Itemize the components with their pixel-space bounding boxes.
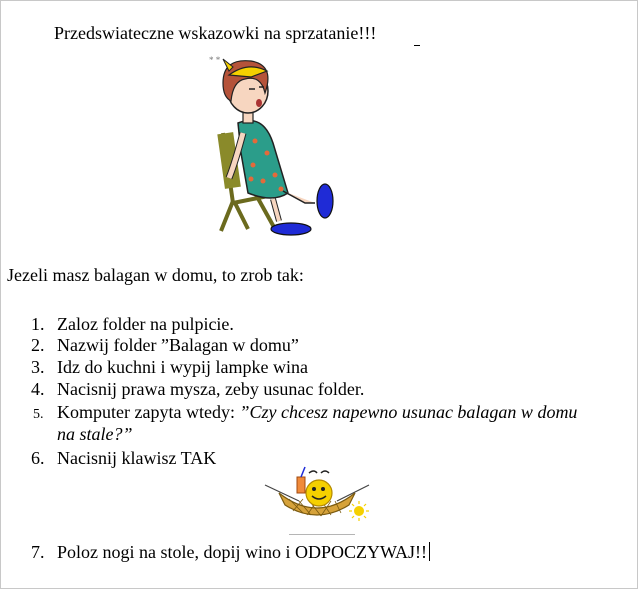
list-text-lead: Komputer zapyta wtedy: [57,402,240,422]
text-cursor [429,542,430,561]
list-text: Idz do kuchni i wypij lampke wina [57,357,308,377]
list-number: 2. [31,335,45,355]
list-text [57,542,430,563]
svg-text:* *: * * [209,55,221,65]
list-text: Nacisnij prawa mysza, zeby usunac folder. [57,379,365,399]
list-number: 6. [31,448,45,468]
list-text: Zaloz folder na pulpicie. [57,314,234,334]
list-number: 4. [31,379,45,399]
document-title: Przedswiateczne wskazowki na sprzatanie!!! [54,23,377,43]
list-number: 3. [31,357,45,377]
list-number: 7. [31,542,45,562]
tired-woman-clipart [193,53,343,243]
quote-text-continuation: na stale?” [57,424,133,444]
list-text: Nazwij folder ”Balagan w domu” [57,335,299,355]
list-text-final: Poloz nogi na stole, dopij wino i ODPOCZYWAJ!! [57,542,427,562]
list-number: 5. [33,407,44,422]
list-text [57,402,577,423]
list-number: 1. [31,314,45,334]
quote-text: ”Czy chcesz napewno usunac balagan w domu [239,402,578,422]
list-text: Nacisnij klawisz TAK [57,448,217,468]
intro-text: Jezeli masz balagan w domu, to zrob tak: [7,265,304,285]
hammock-smiley-clipart [259,463,375,523]
text-mark [414,45,420,46]
divider-line [289,534,355,535]
